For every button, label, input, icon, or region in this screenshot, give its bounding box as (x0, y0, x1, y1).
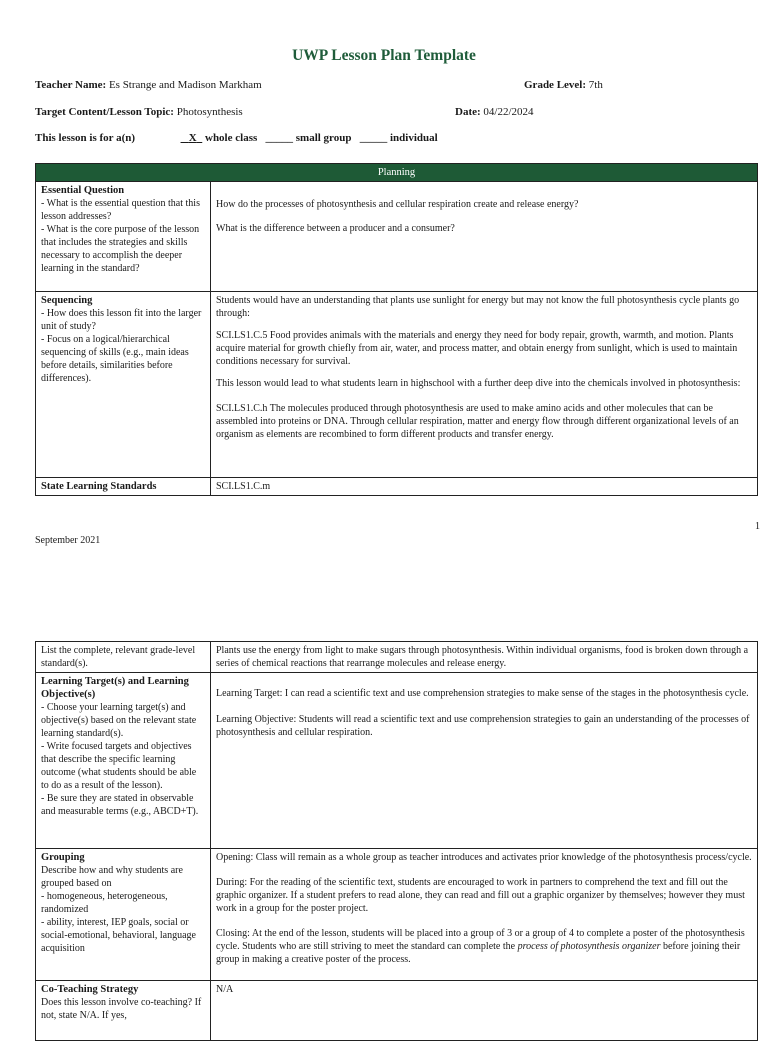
standards-list-desc: List the complete, relevant grade-level standard(s). (36, 642, 211, 673)
individual-blank: _____ (359, 132, 388, 144)
standards-list-value: Plants use the energy from light to make sugars through photosynthesis. Within individual organisms, food is broken down through a series of chemical reactions that rearrange molecules and release energy. (211, 642, 758, 673)
grouping-desc-3: - ability, interest, IEP goals, social or social-emotional, behavioral, language acquisition (41, 917, 196, 954)
targets-desc-3: - Be sure they are stated in observable and measurable terms (e.g., ABCD+T). (41, 793, 199, 817)
date-line (455, 105, 534, 119)
topic-label: Target Content/Lesson Topic: (35, 106, 174, 118)
learning-objective: Learning Objective: Students will read a scientific text and use comprehension strategies to gain an understanding of the processes of photosynthesis and cellular respiration. (216, 714, 750, 738)
lesson-for-line (35, 131, 438, 145)
small-group-label: small group (295, 132, 352, 144)
sequencing-answer (211, 292, 758, 478)
document-title: UWP Lesson Plan Template (292, 47, 476, 64)
topic-value: Photosynthesis (176, 106, 243, 118)
sequencing-desc-2: - Focus on a logical/hierarchical sequencing of skills (e.g., main ideas before details, similarities before differences). (41, 334, 189, 384)
planning-table (35, 163, 758, 496)
planning-table-continued (35, 641, 758, 1041)
grouping-answer (211, 849, 758, 981)
table-row (36, 182, 758, 292)
whole-class-mark: X (188, 132, 197, 144)
essential-question-answer-1: How do the processes of photosynthesis and cellular respiration create and release energy? (216, 199, 579, 210)
teacher-name-label: Teacher Name: (35, 79, 107, 91)
date-value: 04/22/2024 (483, 106, 534, 118)
essential-question-desc-2: - What is the core purpose of the lesson that includes the strategies and skills necessary to accomplish the deeper learning in the standard? (41, 224, 200, 274)
page-number: 1 (755, 521, 760, 532)
lesson-for-label: This lesson is for a(n) (35, 132, 136, 144)
grouping-closing-text-a: Closing: At the end of the lesson, students will be placed into a group of 3 or a group of 4 to complete a poster of the photosynthesis cycle. Students who are still striving to meet the standard can complete the (216, 928, 745, 952)
sequencing-heading: Sequencing (41, 295, 93, 306)
table-row (36, 642, 758, 673)
table-row (36, 478, 758, 496)
grouping-desc-1: Describe how and why students are grouped based on (41, 865, 183, 889)
sequencing-cell (36, 292, 211, 478)
coteaching-desc: Does this lesson involve co-teaching? If not, state N/A. If yes, (41, 997, 202, 1021)
whole-class-label: whole class (205, 132, 258, 144)
coteaching-cell (36, 981, 211, 1041)
essential-question-answer-2: What is the difference between a producer and a consumer? (216, 223, 455, 234)
teacher-name-line (35, 78, 262, 92)
topic-line (35, 105, 243, 119)
grouping-closing-italic: process of photosynthesis organizer (517, 941, 661, 952)
grouping-heading: Grouping (41, 852, 85, 863)
grouping-cell (36, 849, 211, 981)
grade-level-label: Grade Level: (524, 79, 587, 91)
targets-desc-2: - Write focused targets and objectives that describe the specific learning outcome (what students should be able to do as a result of the lesson). (41, 741, 197, 791)
small-group-blank: _____ (265, 132, 293, 144)
table-row (36, 673, 758, 849)
coteaching-heading: Co-Teaching Strategy (41, 984, 139, 995)
footer-date: September 2021 (35, 535, 101, 546)
planning-header: Planning (36, 164, 758, 182)
targets-cell (36, 673, 211, 849)
grade-level-value: 7th (588, 79, 603, 91)
date-label: Date: (455, 106, 481, 118)
essential-question-cell (36, 182, 211, 292)
targets-desc-1: - Choose your learning target(s) and objective(s) based on the relevant state learning standard(s). (41, 702, 197, 739)
learning-target: Learning Target: I can read a scientific text and use comprehension strategies to make sense of the stages in the photosynthesis cycle. (216, 688, 749, 699)
coteaching-value: N/A (211, 981, 758, 1041)
sequencing-answer-2: SCI.LS1.C.5 Food provides animals with the materials and energy they need for body repair, growth, warmth, and motion. Plants acquire material for growth chiefly from air, water, and process matter, and obtain energy from sunlight, which is used to maintain conditions necessary for survival. (216, 330, 738, 367)
grouping-desc-2: - homogeneous, heterogeneous, randomized (41, 891, 168, 915)
targets-answer (211, 673, 758, 849)
essential-question-answer (211, 182, 758, 292)
essential-question-desc-1: - What is the essential question that this lesson addresses? (41, 198, 200, 222)
grouping-during: During: For the reading of the scientific text, students are encouraged to work in partners to comprehend the text and fill out the graphic organizer. If a student prefers to read alone, they can read and fill out a graphic organizer by themselves; however they must work in a group for the poster project. (216, 877, 745, 914)
essential-question-heading: Essential Question (41, 185, 125, 196)
teacher-name-value: Es Strange and Madison Markham (108, 79, 262, 91)
table-row (36, 292, 758, 478)
sequencing-answer-3: This lesson would lead to what students learn in highschool with a further deep dive into the chemicals involved in photosynthesis: (216, 378, 741, 389)
sequencing-answer-1: Students would have an understanding that plants use sunlight for energy but may not know the full photosynthesis cycle plants go through: (216, 295, 740, 319)
state-standards-heading: State Learning Standards (36, 478, 211, 496)
state-standards-value: SCI.LS1.C.m (211, 478, 758, 496)
grade-level-line (524, 78, 603, 92)
grouping-closing-text-b: before joining their group in making a creative poster of the process. (216, 941, 741, 965)
sequencing-desc-1: - How does this lesson fit into the larger unit of study? (41, 308, 202, 332)
grouping-closing (216, 927, 752, 966)
table-row (36, 849, 758, 981)
table-row (36, 981, 758, 1041)
targets-heading: Learning Target(s) and Learning Objective(s) (41, 676, 189, 700)
individual-label: individual (389, 132, 438, 144)
sequencing-answer-4: SCI.LS1.C.h The molecules produced through photosynthesis are used to make amino acids and other molecules that can be assembled into proteins or DNA. Through cellular respiration, matter and energy flow through different organizational levels of an organism as elements are recombined to form different products and transfer energy. (216, 403, 739, 440)
grouping-opening: Opening: Class will remain as a whole group as teacher introduces and activates prior knowledge of the photosynthesis process/cycle. (216, 852, 752, 863)
